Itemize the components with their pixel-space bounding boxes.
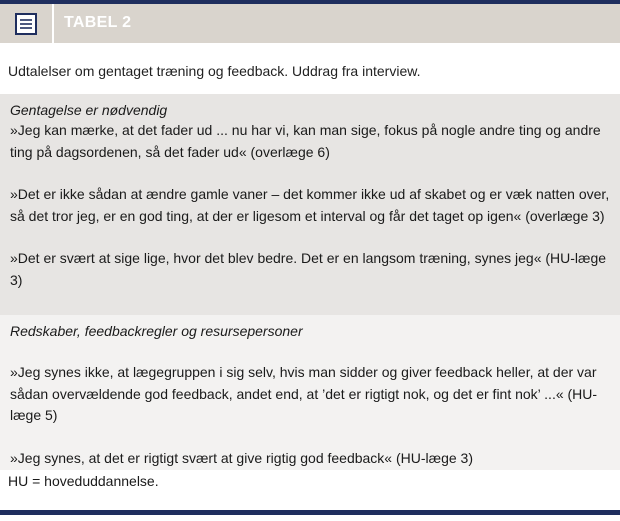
quote: »Jeg synes, at det er rigtigt svært at give rigtig god feedback« (HU-læge 3) [10, 449, 473, 466]
quote: »Jeg synes ikke, at lægegruppen i sig selv, hvis man sidder og giver feedback heller, at der var sådan overvældende god feedback, andet end, at ’det er rigtigt nok, og det er fint nok’ ...« (HU-læge 5) [10, 364, 598, 423]
section-gentagelse [0, 94, 620, 315]
footnote: HU = hoveduddannelse. [8, 473, 159, 489]
section-title: Gentagelse er nødvendig [10, 102, 168, 118]
table-caption: Udtalelser om gentaget træning og feedback. Uddrag fra interview. [8, 63, 421, 79]
table-header [0, 4, 620, 43]
quote: »Det er svært at sige lige, hvor det blev bedre. Det er en langsom træning, synes jeg« (HU-læge 3) [10, 250, 607, 288]
section-title: Redskaber, feedbackregler og resursepersoner [10, 323, 303, 339]
section-redskaber [0, 315, 620, 470]
table-title: TABEL 2 [64, 14, 132, 31]
quote: »Det er ikke sådan at ændre gamle vaner – det kommer ikke ud af skabet og er væk natten over, så det tror jeg, er en god ting, at der er ligesom et interval og får det taget op igen« (overlæge 3) [10, 186, 610, 224]
quote: »Jeg kan mærke, at det fader ud ... nu har vi, kan man sige, fokus på nogle andre ting og andre ting på dagsordenen, så det fader ud« (overlæge 6) [10, 122, 601, 160]
document-list-icon [15, 13, 37, 35]
header-divider [52, 4, 54, 43]
bottom-rule [0, 510, 620, 515]
